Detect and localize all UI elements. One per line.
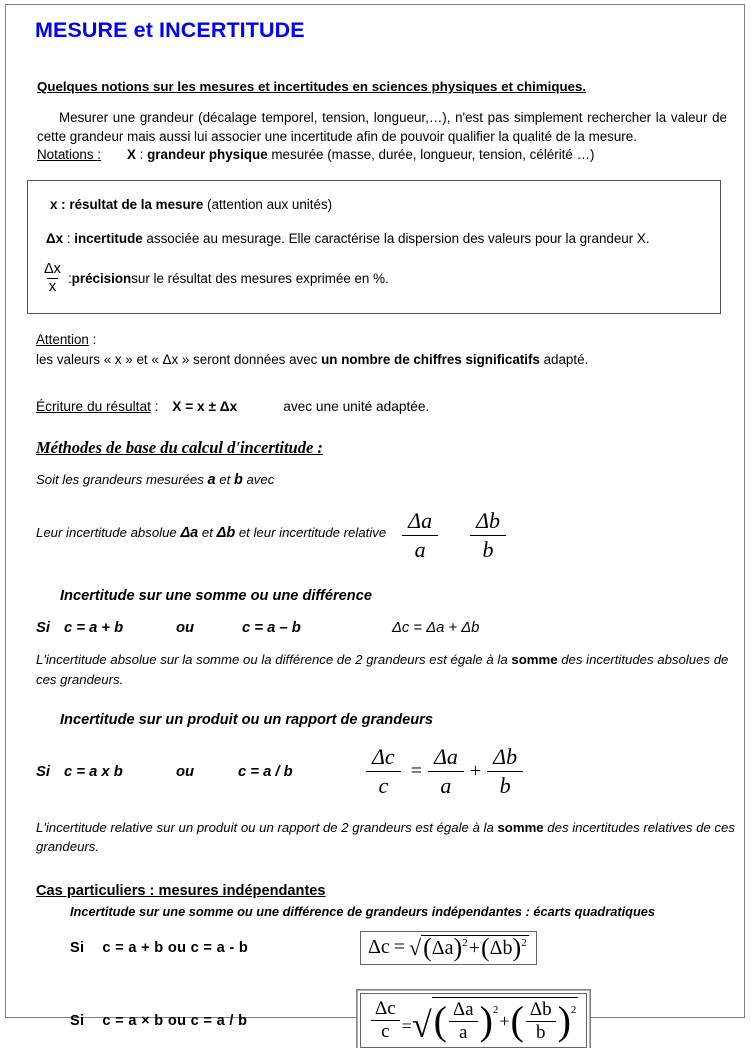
attention-colon: : — [88, 332, 97, 348]
quadratic-sum-si: Si — [70, 940, 85, 957]
pt2-exponent: 2 — [570, 1003, 577, 1016]
pt1-close-paren: ) — [479, 998, 493, 1044]
leur-incertitude-row — [36, 504, 721, 566]
produit-frac-c-den: c — [366, 771, 401, 798]
relative-uncertainty-b-fraction — [470, 509, 506, 562]
attention-text-line — [36, 350, 721, 369]
produit-frac-b — [487, 745, 523, 798]
somme-si-label: Si — [36, 620, 50, 636]
notations-line — [37, 147, 721, 162]
produit-frac-a-num: Δa — [433, 744, 458, 770]
leur-mid: et — [198, 525, 217, 541]
frac-a-denominator: a — [402, 535, 438, 562]
quadratic-sum-condition-text: c = a + b ou c = a - b — [102, 940, 249, 957]
soit-var-a: a — [207, 472, 216, 489]
somme-heading: Incertitude sur une somme ou une différence — [60, 588, 372, 604]
produit-plus-sign: + — [469, 760, 482, 783]
quadratic-sum-lhs: Δc — [368, 936, 390, 959]
quadratic-sum-formula — [368, 933, 529, 963]
pt1-open-paren: ( — [433, 998, 447, 1044]
soit-after: avec — [242, 472, 275, 488]
attention-text-bold: un nombre de chiffres significatifs — [321, 351, 540, 367]
quadratic-product-equals: = — [401, 1015, 412, 1036]
cas-particuliers-heading: Cas particuliers : mesures indépendantes — [36, 883, 326, 900]
notations-label: Notations : — [37, 147, 102, 163]
somme-explain-before: L'incertitude absolue sur la somme ou la différence de 2 grandeurs est égale à la — [36, 652, 512, 667]
quadratic-product-formula — [369, 997, 578, 1046]
term1-delta-a: Δa — [431, 937, 454, 960]
attention-text-after: adapté. — [539, 351, 589, 367]
produit-frac-c-num: Δc — [372, 744, 395, 770]
definition-x-rest: (attention aux unités) — [203, 197, 333, 213]
produit-equation-1: c = a x b — [64, 763, 123, 780]
frac-b-numerator: Δb — [476, 507, 501, 533]
soit-mid: et — [215, 472, 234, 488]
produit-heading: Incertitude sur un produit ou un rapport de grandeurs — [60, 711, 433, 728]
quadratic-product-lhs-num: Δc — [375, 997, 396, 1019]
definition-precision-colon: : — [67, 270, 72, 286]
produit-explain-bold: somme — [497, 819, 544, 835]
quadratic-sum-equals: = — [393, 936, 406, 959]
ecriture-formula: X = x ± Δx — [172, 399, 238, 415]
quadratic-product-lhs-frac — [371, 999, 400, 1042]
relative-uncertainty-a-fraction — [402, 509, 438, 562]
quadratic-product-lhs-den: c — [371, 1020, 400, 1042]
soit-var-b: b — [233, 472, 243, 489]
notations-symbol: X — [127, 147, 136, 163]
intro-paragraph — [37, 108, 727, 146]
leur-after: et leur incertitude relative — [235, 525, 387, 541]
quadratic-product-frac-a — [449, 1000, 478, 1043]
leur-delta-a: Δa — [180, 525, 199, 542]
notations-colon: : — [135, 147, 148, 163]
frac-a-numerator: Δa — [408, 507, 433, 533]
precision-fraction-denominator: x — [48, 279, 57, 296]
quadratic-product-si: Si — [70, 1012, 85, 1029]
definition-precision — [40, 262, 708, 295]
term1-exponent: 2 — [462, 936, 468, 949]
quadratic-product-condition — [70, 1013, 360, 1029]
quadratic-product-frac-a-den: a — [449, 1021, 478, 1043]
quadratic-product-radical — [411, 997, 579, 1046]
term2-close-paren: ) — [512, 933, 522, 963]
quadratic-product-row — [70, 993, 721, 1048]
somme-explanation — [36, 650, 736, 690]
term1-open-paren: ( — [423, 933, 432, 963]
quadratic-product-formula-box — [360, 993, 587, 1048]
page-title: MESURE et INCERTITUDE — [35, 18, 305, 42]
quadratic-product-frac-a-num: Δa — [452, 999, 474, 1021]
definition-precision-rest: sur le résultat des mesures exprimée en %. — [131, 270, 389, 286]
somme-result: Δc = Δa + Δb — [392, 620, 480, 636]
frac-b-denominator: b — [470, 535, 506, 562]
attention-block — [36, 330, 721, 369]
definition-x-symbol: x — [50, 197, 58, 213]
definition-deltax-bold: incertitude — [74, 230, 143, 246]
notations-bold: grandeur physique — [147, 147, 268, 163]
quadratic-product-plus: + — [499, 1011, 510, 1032]
produit-frac-a — [428, 745, 464, 798]
ecriture-tail: avec une unité adaptée. — [283, 399, 430, 415]
produit-frac-c — [366, 745, 401, 798]
quadratic-product-condition-text: c = a × b ou c = a / b — [102, 1012, 248, 1029]
intro-paragraph-text: Mesurer une grandeur (décalage temporel, tension, longueur,…), n'est pas simplement rechercher la valeur de cette grandeur mais aussi lui associer une incertitude afin de pouvoir qualifier la qualité de la mesure. — [37, 110, 727, 145]
precision-fraction-numerator: Δx — [44, 260, 61, 277]
definition-deltax — [40, 229, 708, 248]
leur-text — [36, 523, 386, 547]
somme-explain-bold: somme — [511, 652, 558, 667]
definition-deltax-symbol: Δx — [46, 230, 64, 246]
definitions-box — [27, 180, 721, 314]
term2-exponent: 2 — [521, 936, 527, 949]
definition-deltax-colon: : — [63, 230, 75, 246]
quadratic-product-frac-b-num: Δb — [529, 999, 552, 1021]
leur-before: Leur incertitude absolue — [36, 525, 181, 541]
produit-frac-b-num: Δb — [493, 744, 518, 770]
quadratic-sum-row — [70, 931, 721, 965]
precision-fraction — [42, 262, 63, 295]
soit-before: Soit les grandeurs mesurées — [36, 472, 208, 488]
attention-label: Attention — [36, 332, 89, 348]
somme-ou-label: ou — [176, 620, 195, 636]
somme-equation-1: c = a + b — [64, 620, 124, 636]
methodes-heading: Méthodes de base du calcul d'incertitude : — [36, 438, 323, 458]
produit-frac-b-den: b — [487, 771, 523, 798]
soit-line — [36, 470, 721, 492]
produit-condition — [36, 764, 366, 780]
quadratic-sum-condition — [70, 940, 360, 956]
somme-formula-row — [36, 620, 721, 636]
radical-sign-icon: √ — [409, 935, 422, 961]
term1-close-paren: ) — [453, 933, 463, 963]
quadratic-sum-plus: + — [468, 937, 480, 960]
definition-deltax-rest: associée au mesurage. Elle caractérise la dispersion des valeurs pour la grandeur X. — [142, 230, 650, 246]
term2-delta-b: Δb — [489, 937, 513, 960]
produit-si-label: Si — [36, 763, 50, 780]
pt2-open-paren: ( — [510, 998, 524, 1044]
definition-x — [40, 195, 708, 214]
cas-particuliers-subheading: Incertitude sur une somme ou une différence de grandeurs indépendantes : écarts quadratiques — [70, 904, 656, 920]
produit-equation-2: c = a / b — [238, 763, 293, 780]
definition-precision-bold: précision — [71, 270, 132, 286]
attention-label-line — [36, 330, 721, 349]
ecriture-line — [36, 399, 721, 414]
term2-open-paren: ( — [480, 933, 490, 963]
somme-explain-after: des incertitudes absolues de ces grandeurs. — [36, 652, 729, 687]
attention-text-before: les valeurs « x » et « Δx » seront données avec — [36, 351, 322, 367]
produit-ou-label: ou — [176, 763, 195, 780]
intro-heading: Quelques notions sur les mesures et incertitudes en sciences physiques et chimiques. — [37, 79, 587, 94]
produit-relative-formula — [366, 745, 527, 798]
radical-sign-icon-2: √ — [411, 1005, 432, 1046]
produit-explain-after: des incertitudes relatives de ces grandeurs. — [36, 819, 735, 855]
produit-equals-sign: = — [410, 760, 422, 783]
radical-contents — [421, 933, 529, 963]
ecriture-colon: : — [150, 399, 163, 415]
definition-x-bold: : résultat de la mesure — [57, 197, 204, 213]
leur-delta-b: Δb — [216, 525, 236, 542]
produit-formula-row — [36, 740, 721, 804]
quadratic-sum-radical — [409, 933, 529, 963]
produit-explain-before: L'incertitude relative sur un produit ou un rapport de 2 grandeurs est égale à la — [36, 819, 498, 835]
notations-rest: mesurée (masse, durée, longueur, tension, célérité …) — [267, 147, 595, 163]
pt1-exponent: 2 — [492, 1003, 499, 1016]
ecriture-label: Écriture du résultat — [36, 399, 151, 415]
quadratic-product-frac-b — [526, 1000, 556, 1043]
radical-contents-2 — [432, 997, 579, 1043]
quadratic-product-frac-b-den: b — [526, 1021, 556, 1043]
somme-equation-2: c = a – b — [242, 620, 301, 636]
produit-explanation — [36, 818, 736, 858]
quadratic-sum-formula-box — [360, 931, 537, 965]
produit-frac-a-den: a — [428, 771, 464, 798]
pt2-close-paren: ) — [557, 998, 571, 1044]
